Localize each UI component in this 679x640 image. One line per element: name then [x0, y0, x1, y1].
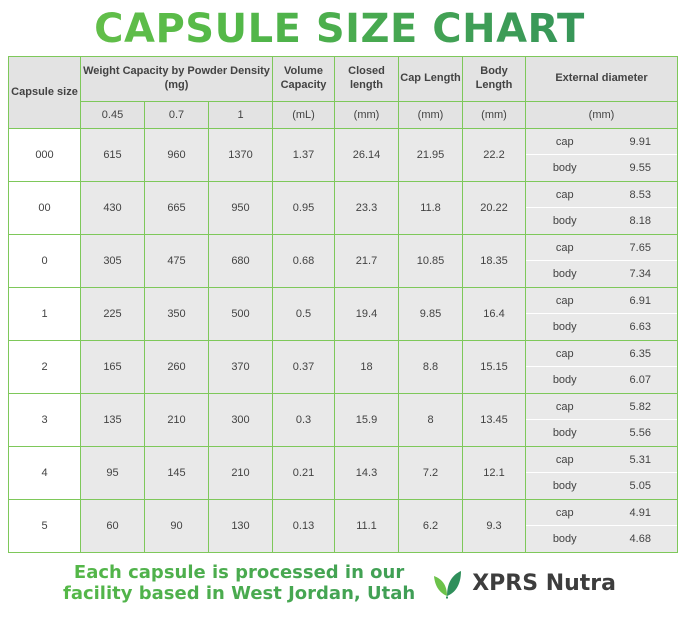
external-body-label: body — [552, 321, 577, 333]
external-cap-label: cap — [555, 347, 574, 360]
external-cap-line — [526, 341, 677, 367]
cell-closed-length: 11.1 — [335, 500, 399, 553]
external-body-line — [526, 473, 677, 499]
cell-body-length: 9.3 — [463, 500, 526, 553]
external-body-value: 5.05 — [629, 480, 651, 492]
footer-line-2: facility based in West Jordan, Utah — [62, 582, 416, 604]
cell-volume: 0.5 — [273, 288, 335, 341]
cell-body-length: 20.22 — [463, 182, 526, 235]
external-cap-line — [526, 447, 677, 473]
external-body-line — [526, 367, 677, 393]
table-row — [9, 182, 678, 235]
subheader-closed-unit: (mm) — [335, 102, 399, 129]
external-cap-line — [526, 235, 677, 261]
col-header-closed-length: Closed length — [335, 57, 399, 102]
cell-closed-length: 14.3 — [335, 447, 399, 500]
cell-volume: 0.3 — [273, 394, 335, 447]
table-row — [9, 288, 678, 341]
external-body-value: 6.63 — [629, 321, 651, 333]
external-body-line — [526, 155, 677, 181]
cell-closed-length: 18 — [335, 341, 399, 394]
footer-message — [63, 563, 415, 604]
table-container — [0, 56, 679, 553]
cell-capsule-size: 1 — [9, 288, 81, 341]
external-cap-label: cap — [555, 453, 574, 466]
cell-weight-045: 95 — [81, 447, 145, 500]
external-body-label: body — [552, 427, 577, 439]
table-row — [9, 235, 678, 288]
header-row-main — [9, 57, 678, 102]
table-row — [9, 500, 678, 553]
external-cap-line — [526, 500, 677, 526]
cell-weight-045: 430 — [81, 182, 145, 235]
cell-cap-length: 21.95 — [399, 129, 463, 182]
table-row — [9, 129, 678, 182]
cell-weight-045: 615 — [81, 129, 145, 182]
cell-cap-length: 11.8 — [399, 182, 463, 235]
external-body-value: 6.07 — [629, 374, 651, 386]
external-body-value: 9.55 — [629, 162, 651, 174]
external-cap-label: cap — [555, 188, 574, 201]
col-header-volume-capacity: Volume Capacity — [273, 57, 335, 102]
cell-weight-07: 665 — [145, 182, 209, 235]
capsule-size-table — [8, 56, 678, 553]
cell-closed-length: 21.7 — [335, 235, 399, 288]
cell-weight-1: 300 — [209, 394, 273, 447]
cell-cap-length: 8.8 — [399, 341, 463, 394]
cell-external-diameter — [526, 235, 678, 288]
cell-weight-1: 1370 — [209, 129, 273, 182]
external-cap-line — [526, 288, 677, 314]
cell-weight-1: 500 — [209, 288, 273, 341]
external-cap-label: cap — [555, 506, 574, 519]
cell-weight-045: 60 — [81, 500, 145, 553]
external-cap-value: 9.91 — [629, 135, 651, 148]
cell-weight-1: 950 — [209, 182, 273, 235]
table-body — [9, 129, 678, 553]
external-cap-value: 7.65 — [629, 241, 651, 254]
cell-weight-045: 135 — [81, 394, 145, 447]
cell-closed-length: 15.9 — [335, 394, 399, 447]
cell-body-length: 12.1 — [463, 447, 526, 500]
external-cap-value: 6.35 — [629, 347, 651, 360]
cell-weight-1: 680 — [209, 235, 273, 288]
cell-cap-length: 10.85 — [399, 235, 463, 288]
external-cap-value: 8.53 — [629, 188, 651, 201]
footer-line-1: Each capsule is processed in our — [73, 562, 405, 583]
external-body-line — [526, 208, 677, 234]
footer — [0, 553, 679, 604]
cell-weight-07: 350 — [145, 288, 209, 341]
cell-body-length: 13.45 — [463, 394, 526, 447]
external-cap-value: 5.31 — [629, 453, 651, 466]
cell-weight-07: 960 — [145, 129, 209, 182]
external-body-value: 8.18 — [629, 215, 651, 227]
cell-external-diameter — [526, 394, 678, 447]
cell-capsule-size: 0 — [9, 235, 81, 288]
cell-closed-length: 23.3 — [335, 182, 399, 235]
table-header — [9, 57, 678, 129]
cell-capsule-size: 5 — [9, 500, 81, 553]
table-row — [9, 447, 678, 500]
subheader-cap-unit: (mm) — [399, 102, 463, 129]
cell-cap-length: 7.2 — [399, 447, 463, 500]
subheader-density-1: 1 — [209, 102, 273, 129]
cell-weight-045: 225 — [81, 288, 145, 341]
cell-cap-length: 9.85 — [399, 288, 463, 341]
cell-closed-length: 19.4 — [335, 288, 399, 341]
external-cap-line — [526, 394, 677, 420]
table-row — [9, 394, 678, 447]
external-body-label: body — [552, 480, 577, 492]
cell-external-diameter — [526, 288, 678, 341]
cell-capsule-size: 3 — [9, 394, 81, 447]
cell-body-length: 22.2 — [463, 129, 526, 182]
cell-capsule-size: 2 — [9, 341, 81, 394]
external-body-line — [526, 526, 677, 552]
cell-weight-1: 210 — [209, 447, 273, 500]
cell-weight-07: 260 — [145, 341, 209, 394]
external-body-label: body — [552, 533, 577, 545]
cell-weight-045: 165 — [81, 341, 145, 394]
external-cap-label: cap — [555, 241, 574, 254]
external-body-line — [526, 314, 677, 340]
cell-external-diameter — [526, 182, 678, 235]
external-cap-value: 5.82 — [629, 400, 651, 413]
external-cap-label: cap — [555, 400, 574, 413]
cell-weight-1: 130 — [209, 500, 273, 553]
external-cap-line — [526, 129, 677, 155]
brand-logo — [429, 563, 616, 604]
cell-volume: 0.37 — [273, 341, 335, 394]
external-body-label: body — [552, 374, 577, 386]
external-cap-line — [526, 182, 677, 208]
title-area — [0, 0, 679, 56]
cell-body-length: 15.15 — [463, 341, 526, 394]
cell-weight-07: 475 — [145, 235, 209, 288]
subheader-body-unit: (mm) — [463, 102, 526, 129]
cell-weight-07: 210 — [145, 394, 209, 447]
external-body-value: 4.68 — [629, 533, 651, 545]
col-header-cap-length: Cap Length — [399, 57, 463, 102]
external-cap-value: 6.91 — [629, 294, 651, 307]
cell-external-diameter — [526, 129, 678, 182]
subheader-external-unit: (mm) — [526, 102, 678, 129]
external-body-line — [526, 420, 677, 446]
external-body-line — [526, 261, 677, 287]
col-header-external-diameter: External diameter — [526, 57, 678, 102]
external-body-label: body — [552, 268, 577, 280]
external-cap-label: cap — [555, 294, 574, 307]
col-header-body-length: Body Length — [463, 57, 526, 102]
cell-weight-045: 305 — [81, 235, 145, 288]
cell-external-diameter — [526, 341, 678, 394]
cell-closed-length: 26.14 — [335, 129, 399, 182]
subheader-density-07: 0.7 — [145, 102, 209, 129]
cell-weight-1: 370 — [209, 341, 273, 394]
cell-external-diameter — [526, 447, 678, 500]
col-header-weight-capacity: Weight Capacity by Powder Density (mg) — [81, 57, 273, 102]
subheader-density-045: 0.45 — [81, 102, 145, 129]
table-row — [9, 341, 678, 394]
cell-capsule-size: 000 — [9, 129, 81, 182]
page-title: CAPSULE SIZE CHART — [0, 8, 679, 50]
cell-weight-07: 145 — [145, 447, 209, 500]
external-cap-label: cap — [555, 135, 574, 148]
cell-volume: 0.68 — [273, 235, 335, 288]
leaf-icon — [429, 563, 465, 604]
cell-volume: 0.95 — [273, 182, 335, 235]
cell-external-diameter — [526, 500, 678, 553]
cell-weight-07: 90 — [145, 500, 209, 553]
cell-body-length: 18.35 — [463, 235, 526, 288]
external-cap-value: 4.91 — [629, 506, 651, 519]
external-body-label: body — [552, 215, 577, 227]
cell-cap-length: 6.2 — [399, 500, 463, 553]
external-body-value: 5.56 — [629, 427, 651, 439]
cell-capsule-size: 00 — [9, 182, 81, 235]
brand-name: XPRS Nutra — [472, 571, 617, 597]
col-header-capsule-size: Capsule size — [9, 57, 81, 129]
cell-capsule-size: 4 — [9, 447, 81, 500]
header-row-sub — [9, 102, 678, 129]
cell-volume: 1.37 — [273, 129, 335, 182]
subheader-volume-unit: (mL) — [273, 102, 335, 129]
cell-body-length: 16.4 — [463, 288, 526, 341]
cell-cap-length: 8 — [399, 394, 463, 447]
cell-volume: 0.13 — [273, 500, 335, 553]
cell-volume: 0.21 — [273, 447, 335, 500]
external-body-label: body — [552, 162, 577, 174]
external-body-value: 7.34 — [629, 268, 651, 280]
